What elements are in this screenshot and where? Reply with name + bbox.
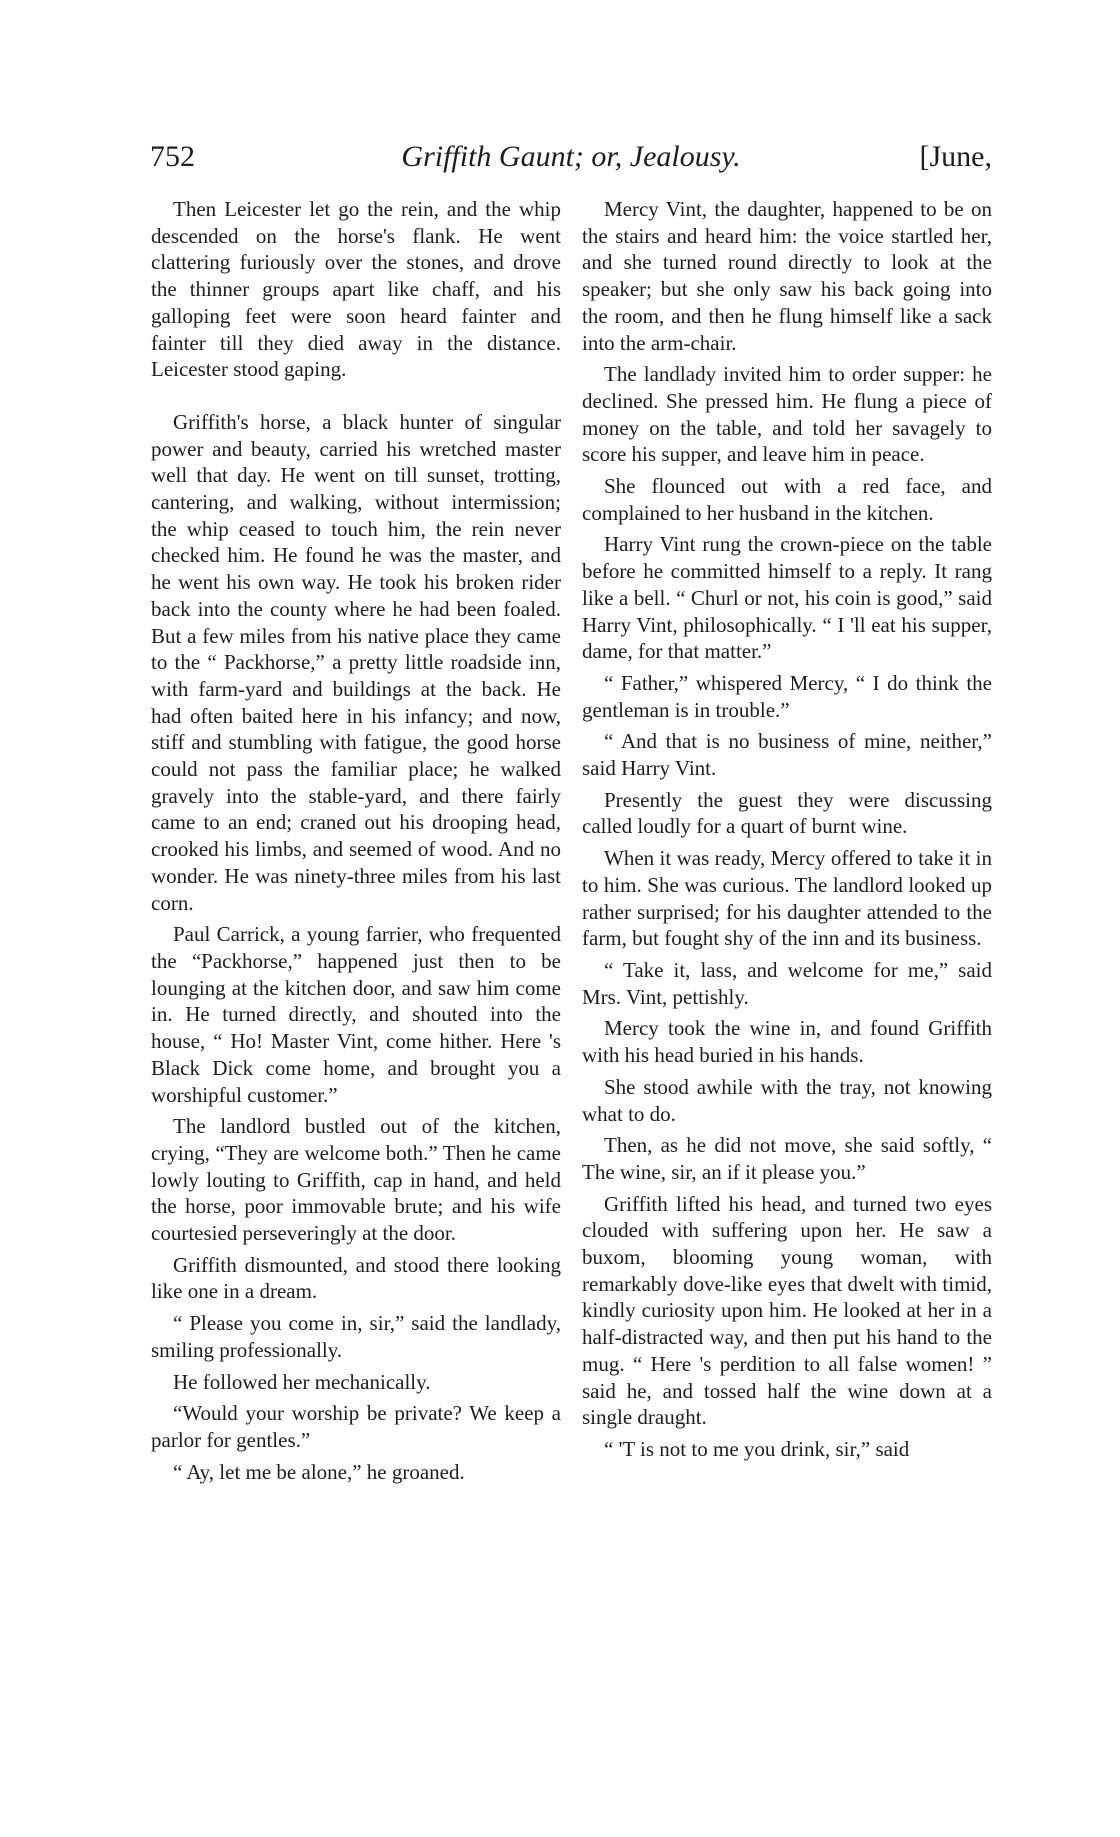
paragraph: She flounced out with a red face, and complained to her husband in the kitchen. [582,474,992,525]
paragraph: “ Please you come in, sir,” said the landlady, smiling professionally. [151,1311,561,1362]
paragraph: Griffith's horse, a black hunter of singular power and beauty, carried his wretched master well that day. He went on till sunset, trotting, cantering, and walking, without intermission; the whip ceased to touch him, the rein never checked him. He found he was the master, and he went his own way. He took his broken rider back into the county where he had been foaled. But a few miles from his native place they came to the “ Packhorse,” a pretty little roadside inn, with farm-yard and buildings at the back. He had often baited here in his infancy; and now, stiff and stumbling with fatigue, the good horse could not pass the familiar place; he walked gravely into the stable-yard, and there fairly came to an end; craned out his drooping head, crooked his limbs, and seemed of wood. And no wonder. He was ninety-three miles from his last corn. [151,409,561,915]
paragraph: Harry Vint rung the crown-piece on the table before he committed himself to a reply. It rang like a bell. “ Churl or not, his coin is good,” said Harry Vint, philosophically. “ I 'll eat his supper, dame, for that matter.” [582,532,992,664]
month-label: [June, [919,140,992,173]
paragraph: “ And that is no business of mine, neither,” said Harry Vint. [582,729,992,781]
paragraph: “ Ay, let me be alone,” he groaned. [173,1459,465,1484]
paragraph: “ Take it, lass, and welcome for me,” said Mrs. Vint, pettishly. [582,957,992,1009]
page-number: 752 [150,140,195,173]
running-header [150,134,992,184]
paragraph: Presently the guest they were discussing called loudly for a quart of burnt wine. [582,787,992,839]
paragraph: Griffith dismounted, and stood there looking like one in a dream. [151,1252,561,1304]
paragraph: Then Leicester let go the rein, and the whip descended on the horse's flank. He went clattering furiously over the stones, and drove the thinner groups apart like chaff, and his galloping feet were soon heard fainter and fainter till they died away in the distance. Leicester stood gaping. [151,197,561,382]
paragraph: He followed her mechanically. [173,1369,431,1394]
paragraph: The landlady invited him to order supper: he declined. She pressed him. He flung a piece of money on the table, and told her savagely to score his supper, and leave him in peace. [582,362,992,467]
paragraph: When it was ready, Mercy offered to take it in to him. She was curious. The landlord looked up rather surprised; for his daughter attended to the farm, but fought shy of the inn and its business. [582,846,992,951]
paragraph: “Would your worship be private? We keep a parlor for gentles.” [151,1401,561,1452]
paragraph: She stood awhile with the tray, not knowing what to do. [582,1074,992,1126]
paragraph: Then, as he did not move, she said softly, “ The wine, sir, an if it please you.” [582,1133,992,1184]
paragraph: “ 'T is not to me you drink, sir,” said [604,1436,910,1461]
paragraph: Griffith lifted his head, and turned two eyes clouded with suffering upon her. He saw a buxom, blooming young woman, with remarkably dove-like eyes that dwelt with timid, kindly curiosity upon him. He looked at her in a half-distracted way, and then put his hand to the mug. “ Here 's perdition to all false women! ” said he, and tossed half the wine down at a single draught. [582,1191,992,1430]
right-column [582,196,992,1463]
paragraph: Mercy took the wine in, and found Griffith with his head buried in his hands. [582,1016,992,1068]
paragraph: Mercy Vint, the daughter, happened to be on the stairs and heard him: the voice startled her, and she turned round directly to look at the speaker; but she only saw his back going into the room, and then he flung himself like a sack into the arm-chair. [582,197,992,355]
paragraph: Paul Carrick, a young farrier, who frequented the “Packhorse,” happened just then to be lounging at the kitchen door, and saw him come in. He turned directly, and shouted into the house, “ Ho! Master Vint, come hither. Here 's Black Dick come home, and brought you a worshipful customer.” [151,922,561,1107]
paragraph: The landlord bustled out of the kitchen, crying, “They are welcome both.” Then he came lowly louting to Griffith, cap in hand, and held the horse, poor immovable brute; and his wife courtesied perseveringly at the door. [151,1114,561,1246]
paragraph: “ Father,” whispered Mercy, “ I do think the gentleman is in trouble.” [582,670,992,722]
left-column [151,196,561,1485]
running-title: Griffith Gaunt; or, Jealousy. [401,140,741,173]
